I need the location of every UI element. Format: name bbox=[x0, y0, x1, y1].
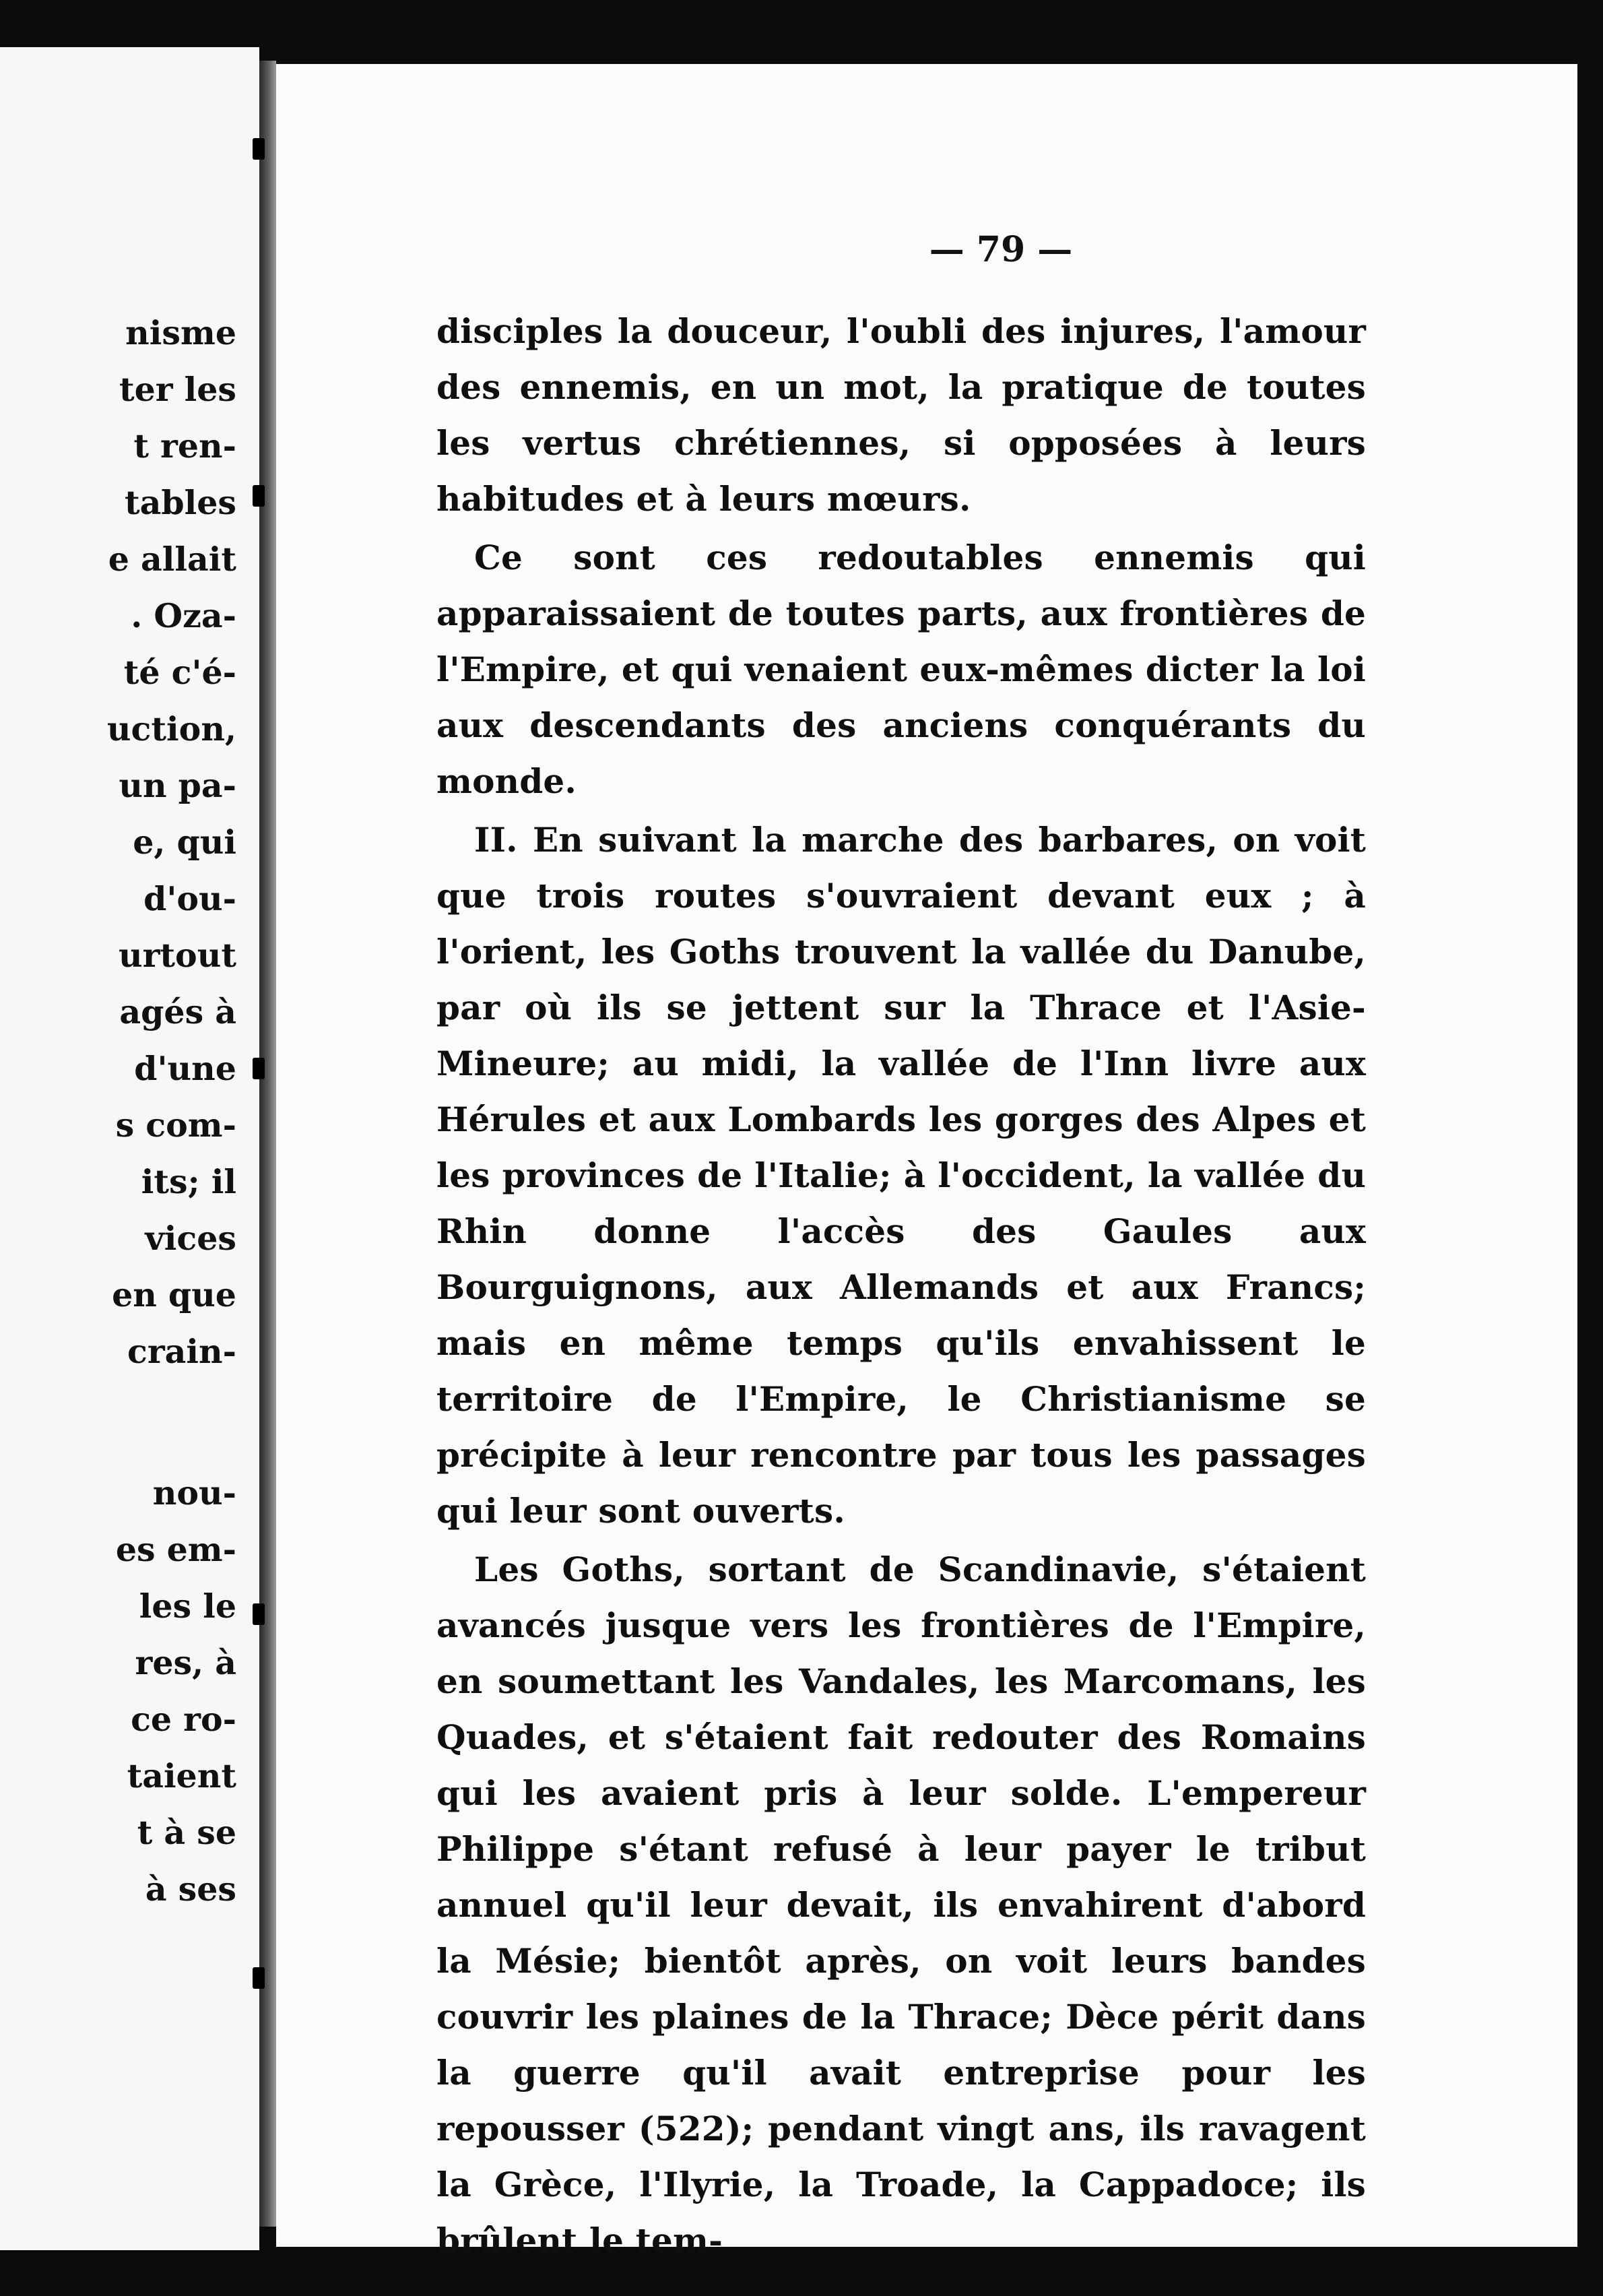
left-line: un pa- bbox=[119, 766, 236, 805]
binding-mark bbox=[253, 138, 265, 160]
paragraph: Ce sont ces redoutables ennemis qui apparaissaient de toutes parts, aux frontières de l'Empire, et qui venaient eux-mêmes dicter la loi aux descendants des anciens conquérants du monde. bbox=[436, 538, 1366, 801]
binding-mark bbox=[253, 1603, 265, 1625]
page-number-text: — 79 — bbox=[929, 229, 1073, 270]
left-line: taient bbox=[127, 1756, 236, 1795]
left-page-fragment bbox=[0, 47, 259, 2250]
left-line: e allait bbox=[108, 540, 236, 579]
left-line: urtout bbox=[118, 936, 236, 975]
left-line: ce ro- bbox=[131, 1700, 236, 1739]
page-body-text bbox=[436, 303, 1366, 2271]
left-line: nisme bbox=[125, 313, 236, 352]
left-line: t ren- bbox=[133, 426, 236, 466]
right-page bbox=[276, 64, 1577, 2260]
left-line: vices bbox=[145, 1219, 236, 1258]
paragraph: II. En suivant la marche des barbares, on voit que trois routes s'ouvraient devant eux ; à l'orient, les Goths trouvent la vallée du Danube, par où ils se jettent sur la Thrace et l'Asie-Mineure; au midi, la vallée de l'Inn livre aux Hérules et aux Lombards les gorges des Alpes et les provinces de l'Italie; à l'occident, la vallée du Rhin donne l'accès des Gaules aux Bourguignons, aux Allemands et aux Francs; mais en même temps qu'ils envahissent le territoire de l'Empire, le Christianisme se précipite à leur rencontre par tous les passages qui leur sont ouverts. bbox=[436, 820, 1366, 1531]
left-line: tables bbox=[124, 483, 236, 522]
left-line: e, qui bbox=[133, 823, 236, 862]
binding-mark bbox=[253, 1967, 265, 1989]
left-line: uction, bbox=[106, 709, 236, 748]
paragraph: disciples la douceur, l'oubli des injures, l'amour des ennemis, en un mot, la pratique de toutes les vertus chrétiennes, si opposées à leurs habitudes et à leurs mœurs. bbox=[436, 311, 1366, 519]
left-line: à ses bbox=[145, 1870, 236, 1909]
page-number bbox=[276, 229, 1577, 270]
left-line: crain- bbox=[127, 1332, 236, 1371]
left-page-text-column bbox=[3, 305, 259, 1917]
left-line: nou- bbox=[152, 1473, 236, 1512]
left-line: d'ou- bbox=[143, 879, 236, 918]
left-line: . Oza- bbox=[131, 596, 236, 635]
binding-mark bbox=[253, 1058, 265, 1079]
left-line: res, à bbox=[135, 1643, 236, 1682]
book-gutter bbox=[259, 61, 276, 2227]
binding-mark bbox=[253, 485, 265, 507]
left-line: its; il bbox=[141, 1162, 236, 1201]
left-line: les le bbox=[139, 1587, 236, 1626]
paragraph: Les Goths, sortant de Scandinavie, s'étaient avancés jusque vers les frontières de l'Empire, en soumettant les Vandales, les Marcomans, les Quades, et s'étaient fait redouter des Romains qui les avaient pris à leur solde. L'empereur Philippe s'étant refusé à leur payer le tribut annuel qu'il leur devait, ils envahirent d'abord la Mésie; bientôt après, on voit leurs bandes couvrir les plaines de la Thrace; Dèce périt dans la guerre qu'il avait entreprise pour les repousser (522); pendant vingt ans, ils ravagent la Grèce, l'Ilyrie, la Troade, la Cappadoce; ils brûlent le tem- bbox=[436, 1550, 1366, 2260]
left-line: té c'é- bbox=[123, 653, 236, 692]
left-line: s com- bbox=[115, 1106, 236, 1145]
left-line: ter les bbox=[119, 370, 236, 409]
left-line: en que bbox=[112, 1275, 236, 1314]
left-line: agés à bbox=[119, 992, 236, 1031]
left-line: d'une bbox=[134, 1049, 236, 1088]
left-line: es em- bbox=[115, 1530, 236, 1569]
left-line: t à se bbox=[137, 1813, 236, 1852]
